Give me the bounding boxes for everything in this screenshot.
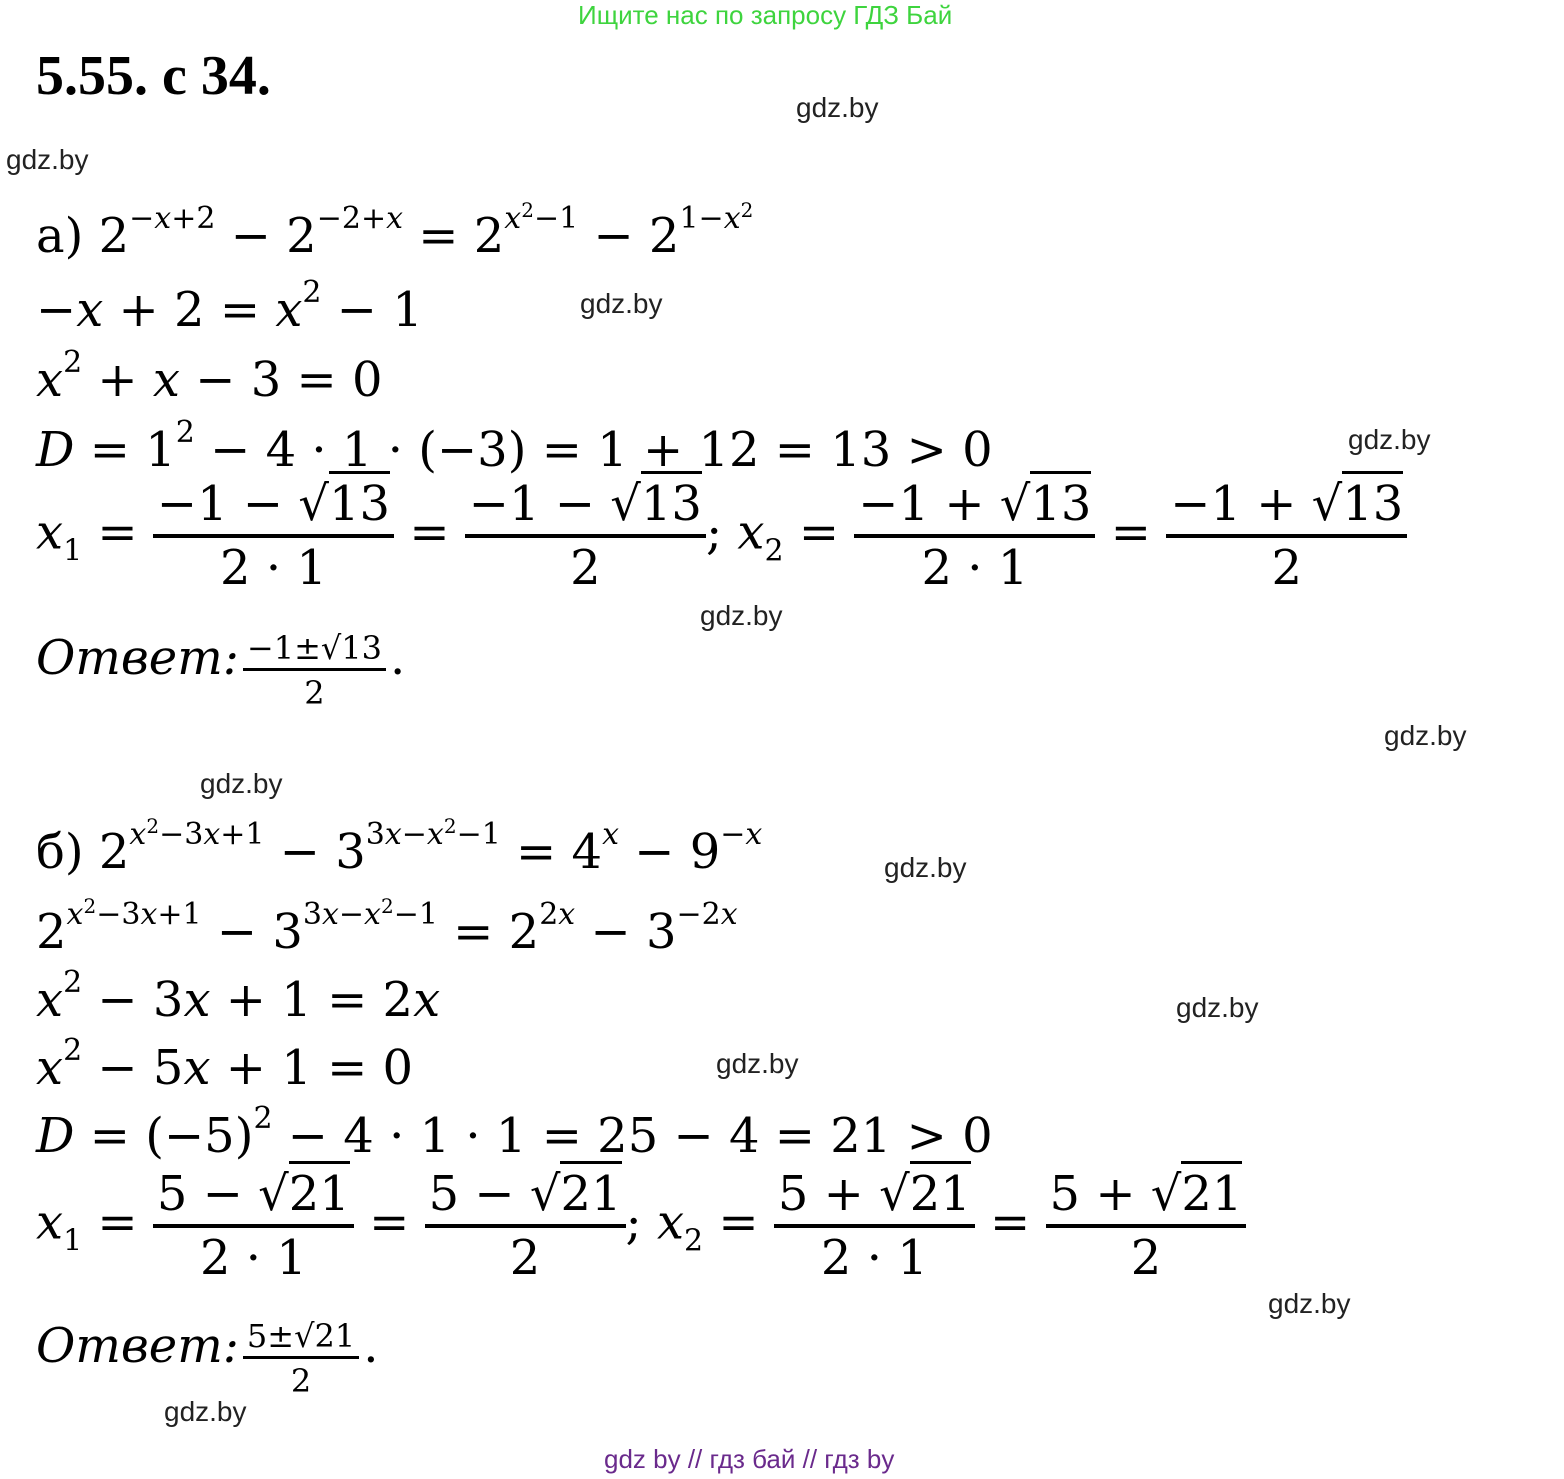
watermark: gdz.by: [1348, 424, 1431, 455]
watermark: gdz.by: [200, 768, 283, 799]
watermark: gdz.by: [884, 852, 967, 883]
equation-a-1: а) $2^{-x+2} - 2^{-2+x} = 2^{x^2-1} - 2^{1-x^2}$: [36, 198, 754, 264]
discriminant-b: $D = (-5)^2 - 4 \cdot 1 \cdot 1 = 25 - 4 = 21 > 0$: [36, 1101, 993, 1164]
answer-a-denominator: 2: [304, 673, 325, 712]
watermark: gdz.by: [580, 288, 663, 319]
watermark: gdz.by: [1384, 720, 1467, 751]
answer-a: Ответ: $\frac{-1\pm√13}{2}$ .: [36, 628, 406, 712]
footer-links[interactable]: gdz by // гдз бай // гдз by: [604, 1444, 895, 1474]
watermark: gdz.by: [164, 1396, 247, 1427]
equation-b-2: $2^{x^2-3x+1} - 3^{3x-x^2-1} = 2^{2x} - 3^{-2x}$: [36, 894, 738, 960]
answer-a-numerator: −1±√13: [243, 632, 386, 671]
watermark: gdz.by: [6, 144, 89, 175]
answer-b-denominator: 2: [290, 1361, 312, 1400]
part-a-label: а): [36, 208, 84, 264]
discriminant-a: $D = 1^2 - 4 \cdot 1 \cdot (-3) = 1 + 12 = 13 > 0$: [36, 415, 993, 478]
equation-a-3: $x^2 + x - 3 = 0$: [36, 345, 383, 408]
equation-b-1: б) $2^{x^2-3x+1} - 3^{3x-x^2-1} = 4^x - 9^{-x}$: [36, 814, 763, 880]
answer-b: Ответ: $\frac{5\pm√21}{2}$ .: [36, 1316, 379, 1400]
equation-a-2: $-x + 2 = x^2 - 1$: [36, 275, 423, 338]
watermark: gdz.by: [1176, 992, 1259, 1023]
roots-b: $x_1$ = $\frac{5 - √21}{2 \cdot 1}$ = $\frac{5 - √21}{2}$ ; $x_2$ = $\frac{5 + √21}{2 \cdot 1}$ = $\frac{5 + √21}{2}$: [36, 1170, 1246, 1282]
watermark: gdz.by: [1268, 1288, 1351, 1319]
roots-a: $x_1$ = $\frac{-1 - √13}{2 \cdot 1}$ = $\frac{-1 - √13}{2}$ ; $x_2$ = $\frac{-1 + √13}{2 \cdot 1}$ = $\frac{-1 + √13}{2}$: [36, 480, 1407, 592]
answer-label: Ответ:: [36, 1318, 239, 1374]
watermark: gdz.by: [796, 92, 879, 123]
answer-b-numerator: 5±√21: [243, 1320, 359, 1359]
equation-b-3: $x^2 - 3x + 1 = 2x$: [36, 965, 441, 1028]
page-title: 5.55. с 34.: [36, 45, 271, 107]
watermark: gdz.by: [700, 600, 783, 631]
part-b-label: б): [36, 824, 84, 880]
equation-b-4: $x^2 - 5x + 1 = 0$: [36, 1033, 414, 1096]
top-banner: Ищите нас по запросу ГДЗ Бай: [578, 0, 953, 30]
watermark: gdz.by: [716, 1048, 799, 1079]
answer-label: Ответ:: [36, 630, 239, 686]
